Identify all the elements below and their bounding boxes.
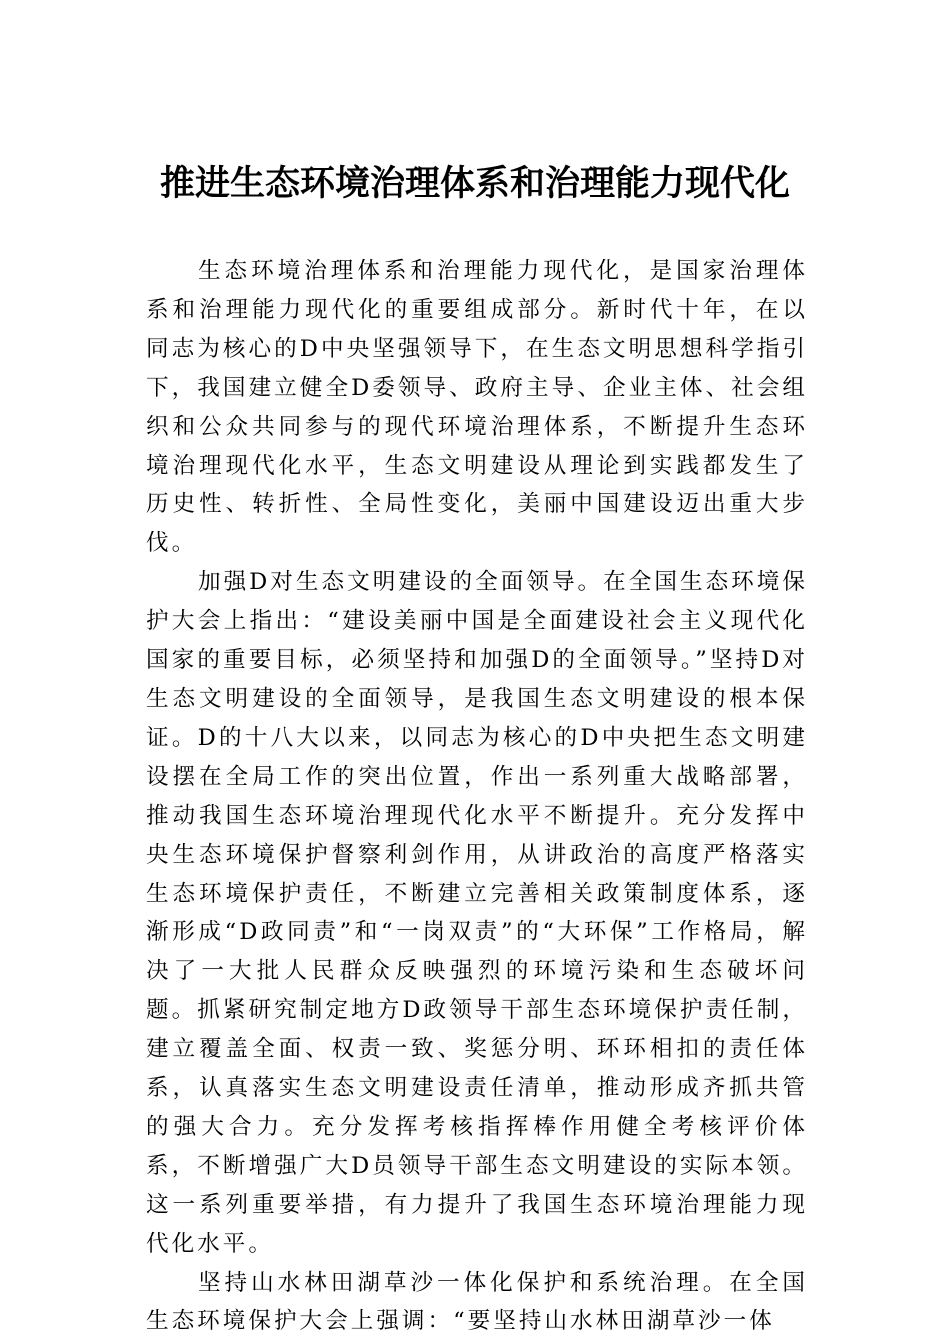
document-title: 推进生态环境治理体系和治理能力现代化 bbox=[159, 163, 790, 204]
paragraph-party-leadership: 加强D对生态文明建设的全面领导。在全国生态环境保护大会上指出：“建设美丽中国是全面建设社会主义现代化国家的重要目标，必须坚持和加强D的全面领导。”坚持D对生态文明建设的全面领导，是我国生态文明建设的根本保证。D的十八大以来，以同志为核心的D中央把生态文明建设摆在全局工作的突出位置，作出一系列重大战略部署，推动我国生态环境治理现代化水平不断提升。充分发挥中央生态环境保护督察利剑作用，从讲政治的高度严格落实生态环境保护责任，不断建立完善相关政策制度体系，逐渐形成“D政同责”和“一岗双责”的“大环保”工作格局，解决了一大批人民群众反映强烈的环境污染和生态破坏问题。抓紧研究制定地方D政领导干部生态环境保护责任制，建立覆盖全面、权责一致、奖惩分明、环环相扣的责任体系，认真落实生态文明建设责任清单，推动形成齐抓共管的强大合力。充分发挥考核指挥棒作用健全考核评价体系，不断增强广大D员领导干部生态文明建设的实际本领。这一系列重要举措，有力提升了我国生态环境治理能力现代化水平。 bbox=[146, 569, 808, 1257]
document-body bbox=[146, 252, 808, 1341]
paragraph-intro: 生态环境治理体系和治理能力现代化，是国家治理体系和治理能力现代化的重要组成部分。新时代十年，在以同志为核心的D中央坚强领导下，在生态文明思想科学指引下，我国建立健全D委领导、政府主导、企业主体、社会组织和公众共同参与的现代环境治理体系，不断提升生态环境治理现代化水平，生态文明建设从理论到实践都发生了历史性、转折性、全局性变化，美丽中国建设迈出重大步伐。 bbox=[146, 258, 808, 557]
paragraph-integrated-protection: 坚持山水林田湖草沙一体化保护和系统治理。在全国生态环境保护大会上强调：“要坚持山水林田湖草沙一体 bbox=[146, 1269, 808, 1335]
